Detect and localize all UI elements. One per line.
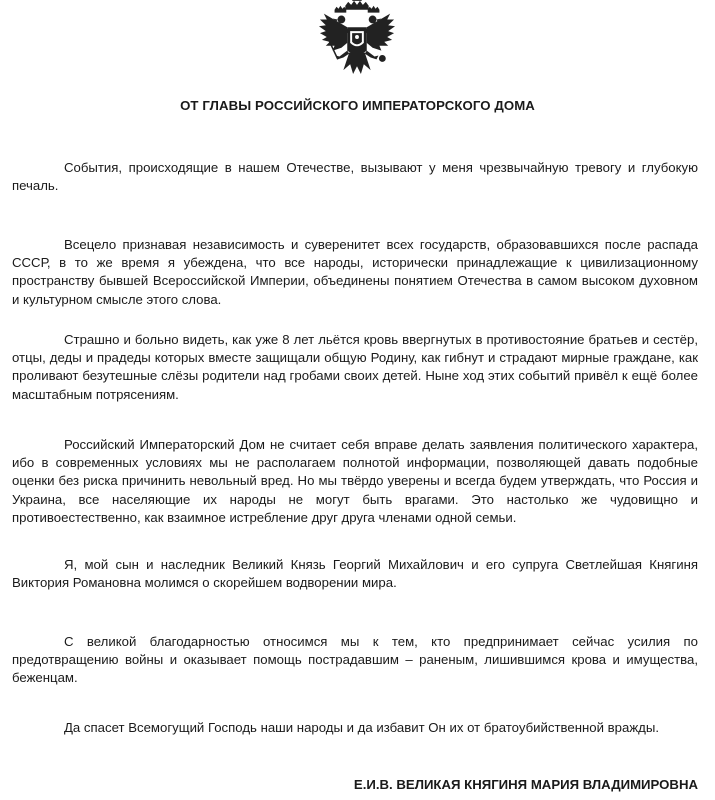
signature: Е.И.В. ВЕЛИКАЯ КНЯГИНЯ МАРИЯ ВЛАДИМИРОВНА — [353, 777, 698, 792]
paragraph-6: С великой благодарностью относимся мы к тем, кто предпринимает сейчас усилия по предотвращению войны и оказывает помощь пострадавшим – раненым, лишившимся крова и имущества, беженцам. — [12, 634, 698, 686]
paragraph-5: Я, мой сын и наследник Великий Князь Георгий Михайлович и его супруга Светлейшая Княгиня Виктория Романовна молимся о скорейшем водворении мира. — [12, 557, 698, 591]
double-headed-eagle-icon — [318, 0, 396, 78]
paragraph-3: Страшно и больно видеть, как уже 8 лет льётся кровь ввергнутых в противостояние братьев и сестёр, отцы, деды и прадеды которых вместе защищали общую Родину, как гибнут и страдают мирные граждане, как проливают безутешные слёзы родители над гробами своих детей. Ныне ход этих событий привёл к ещё более масштабным потрясениям. — [12, 332, 698, 402]
document-heading: ОТ ГЛАВЫ РОССИЙСКОГО ИМПЕРАТОРСКОГО ДОМА — [180, 98, 535, 113]
paragraph-2: Всецело признавая независимость и суверенитет всех государств, образовавшихся после распада СССР, в то же время я убеждена, что все народы, исторически принадлежащие к цивилизационному пространству бывшей Всероссийской Империи, объединены понятием Отечества в самом высоком духовном и культурном смысле этого слова. — [12, 237, 698, 307]
paragraph-7: Да спасет Всемогущий Господь наши народы и да избавит Он их от братоубийственной вражды. — [64, 720, 659, 735]
paragraph-4: Российский Императорский Дом не считает себя вправе делать заявления политического характера, ибо в современных условиях мы не располагаем полнотой информации, позволяющей давать подобные оценки без риска причинить невольный вред. Но мы твёрдо уверены и всегда будем утверждать, что Россия и Украина, все населяющие их народы не могут быть врагами. Это настолько же чудовищно и противоестественно, как взаимное истребление друг друга членами одной семьи. — [12, 437, 698, 525]
paragraph-1: События, происходящие в нашем Отечестве, вызывают у меня чрезвычайную тревогу и глубокую печаль. — [12, 160, 698, 194]
